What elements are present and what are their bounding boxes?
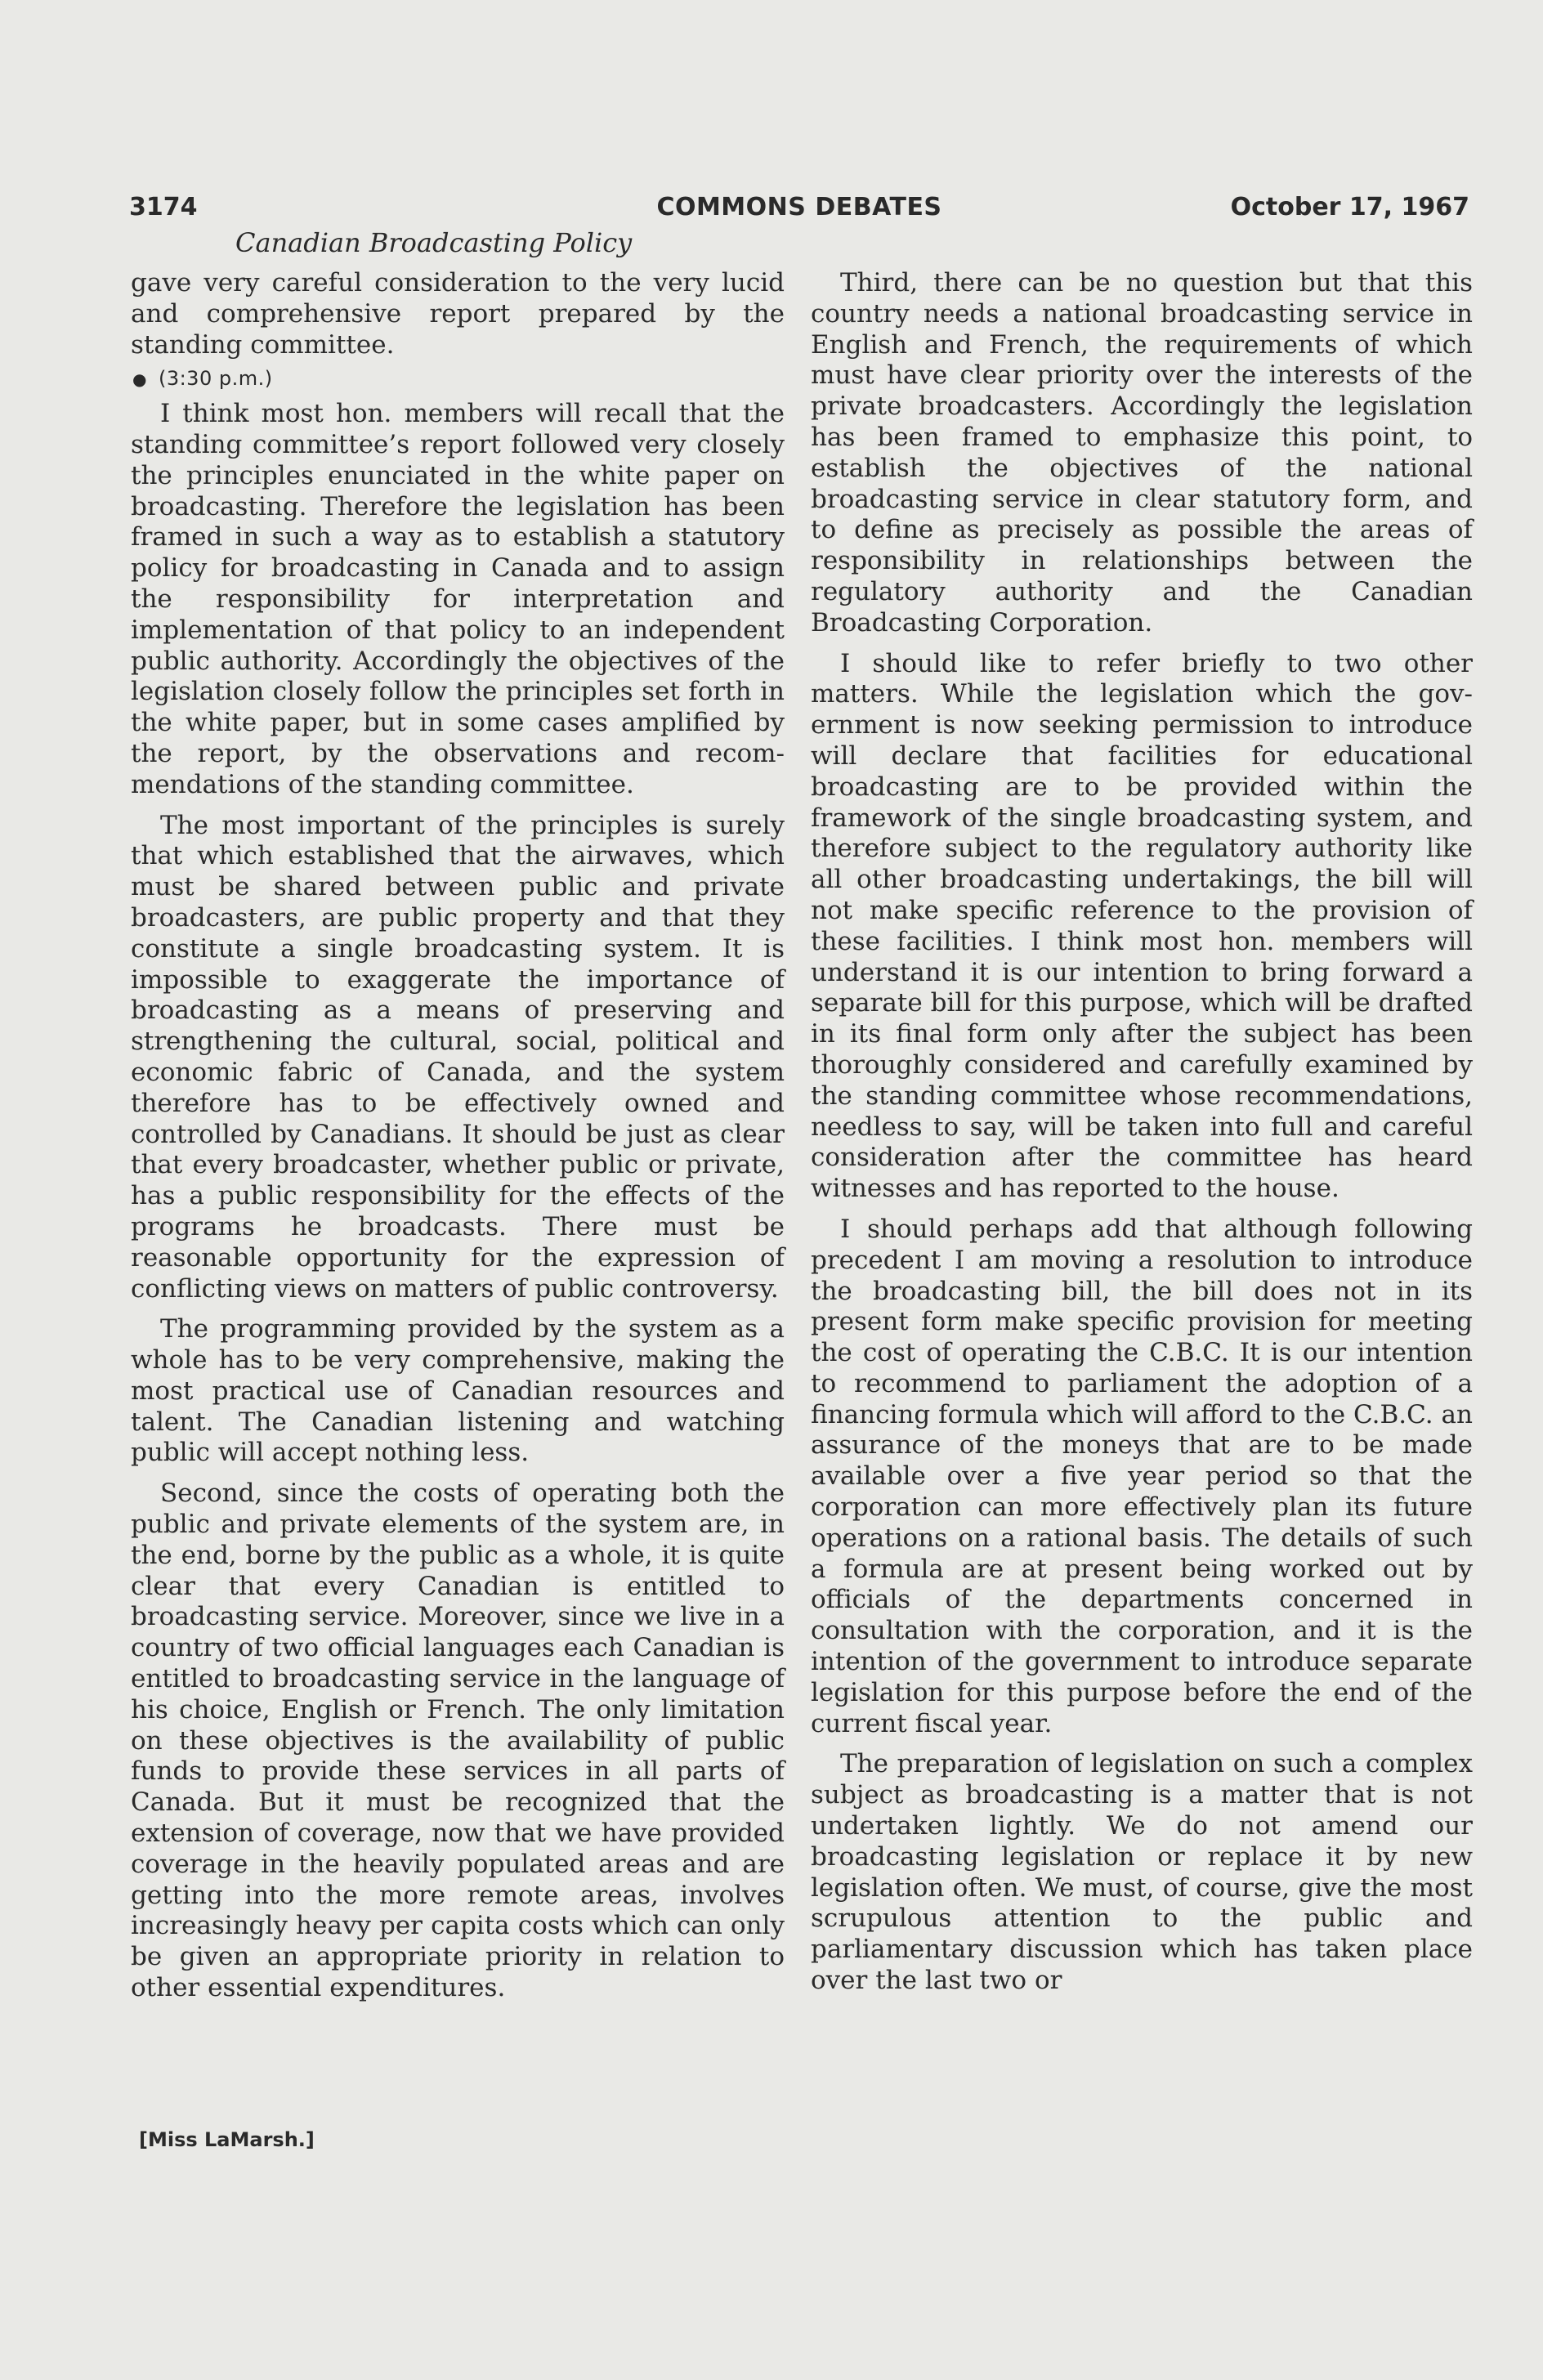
- paragraph: Second, since the costs of operating both the public and private elements of the system are, in the end, borne by the public as a whole, it is quite clear that every Canadian is entitled to broadcasting service. Moreover, since we live in a country of two official languages each Canadian is entitled to broadcasting service in the language of his choice, English or French. The only limitation on these objectives is the availability of public funds to provide these services in all parts of Canada. But it must be recognized that the extension of coverage, now that we have provided coverage in the heavily populated areas and are getting into the more remote areas, involves increasingly heavy per capita costs which can only be given an appropriate priority in relation to other essential expenditures.: [131, 1479, 785, 2003]
- paragraph: I think most hon. members will recall that the standing committee’s report followed very closely the principles enunciated in the white paper on broadcasting. Therefore the legislation has been framed in such a way as to establish a statutory policy for broadcasting in Canada and to assign the responsibility for interpretation and implementation of that policy to an independent public authority. Accordingly the objectives of the legislation closely follow the principles set forth in the white paper, but in some cases amplified by the report, by the observations and recommendations of the standing committee.: [131, 399, 785, 799]
- paragraph: I should like to refer briefly to two other matters. While the legislation which the government is now seeking permission to introduce will declare that facilities for educational broadcasting are to be provided within the framework of the single broadcasting system, and therefore subject to the regulatory authority like all other broadcasting undertakings, the bill will not make specific reference to the provision of these facilities. I think most hon. members will understand it is our intention to bring forward a separate bill for this purpose, which will be drafted in its final form only after the subject has been thoroughly considered and carefully examined by the standing committee whose recommendations, needless to say, will be taken into full and careful consideration after the committee has heard witnesses and has reported to the house.: [811, 648, 1473, 1204]
- paragraph: I should perhaps add that although following precedent I am moving a resolution to introduce the broadcasting bill, the bill does not in its present form make specific provision for meeting the cost of operating the C.B.C. It is our intention to recommend to parliament the adoption of a financing formula which will afford to the C.B.C. an assurance of the moneys that are to be made available over a five year period so that the corporation can more effectively plan its future operations on a rational basis. The details of such a formula are at present being worked out by officials of the departments concerned in consultation with the corporation, and it is the intention of the government to introduce separate legislation for this purpose before the end of the current fiscal year.: [811, 1214, 1473, 1738]
- page-number: 3174: [129, 193, 198, 221]
- paragraph: The preparation of legislation on such a complex subject as broadcasting is a matter that is not undertaken lightly. We do not amend our broadcasting legislation or replace it by new legislation often. We must, of course, give the most scrupulous attention to the public and parliamentary discussion which has taken place over the last two or: [811, 1749, 1473, 1996]
- publication-title: COMMONS DEBATES: [656, 193, 942, 221]
- paragraph: gave very careful consideration to the very lucid and comprehensive report prepared by the standing committee.: [131, 268, 785, 360]
- paragraph: Third, there can be no question but that this country needs a national broadcasting service in English and French, the requirements of which must have clear priority over the interests of the private broadcasters. Accordingly the legislation has been framed to emphasize this point, to establish the objectives of the national broadcasting service in clear statutory form, and to define as precisely as possible the areas of responsibility in relationships between the regulatory authority and the Canadian Broadcasting Corporation.: [811, 268, 1473, 638]
- time-stamp: (3:30 p.m.): [158, 367, 273, 391]
- publication-date: October 17, 1967: [1230, 193, 1469, 221]
- time-marker: [131, 364, 785, 396]
- left-column: [131, 268, 785, 2004]
- speaker-attribution: [Miss LaMarsh.]: [139, 2128, 315, 2151]
- bullet-icon: ●: [132, 369, 147, 390]
- page-header: [129, 190, 1469, 230]
- running-topic-heading: Canadian Broadcasting Policy: [235, 227, 633, 258]
- right-column: [811, 268, 1473, 1997]
- paragraph: The programming provided by the system as a whole has to be very comprehensive, making the most practical use of Canadian resources and talent. The Canadian listening and watching public will accept nothing less.: [131, 1314, 785, 1468]
- paragraph: The most important of the principles is surely that which established that the airwaves, which must be shared between public and private broadcasters, are public property and that they constitute a single broadcasting system. It is impossible to exaggerate the importance of broadcasting as a means of preserving and strengthening the cultural, social, political and economic fabric of Canada, and the system therefore has to be effectively owned and controlled by Canadians. It should be just as clear that every broadcaster, whether public or private, has a public responsibility for the effects of the programs he broadcasts. There must be reasonable opportunity for the expression of conflicting views on matters of public controversy.: [131, 810, 785, 1304]
